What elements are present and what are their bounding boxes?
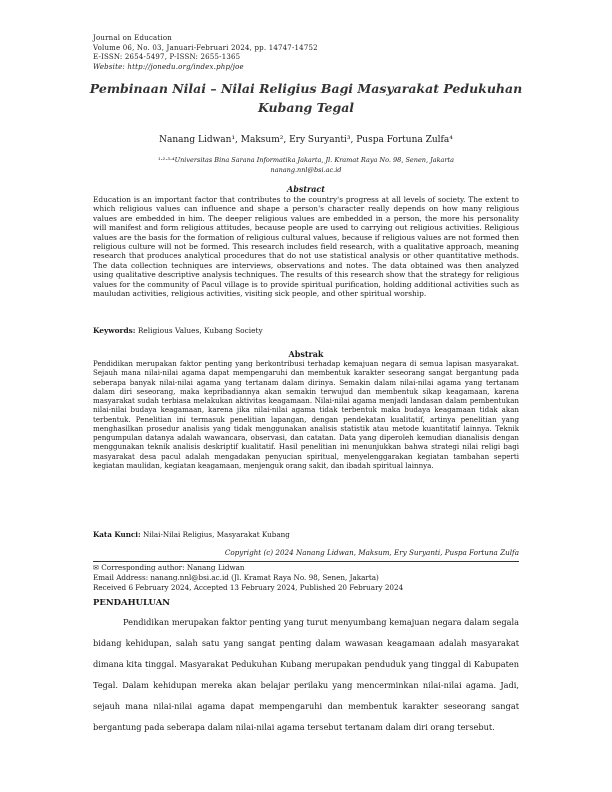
journal-issn: E-ISSN: 2654-5497, P-ISSN: 2655-1365 [93,53,241,61]
keywords-en-values: Religious Values, Kubang Society [137,326,263,335]
corresponding-author: ✉ Corresponding author: Nanang Lidwan [93,563,245,572]
article-dates: Received 6 February 2024, Accepted 13 February 2024, Published 20 February 2024 [93,583,404,592]
keywords-id [93,530,290,539]
corresponding-email: Email Address: nanang.nnl@bsi.ac.id (Jl. Kramat Raya No. 98, Senen, Jakarta) [93,573,379,582]
journal-volume: Volume 06, No. 03, Januari-Februari 2024, pp. 14747-14752 [93,43,318,52]
article-title: Pembinaan Nilai – Nilai Religius Bagi Masyarakat Pedukuhan Kubang Tegal [89,81,523,115]
journal-name: Journal on Education [93,34,172,42]
intro-paragraph [93,612,519,738]
keywords-en-label: Keywords: [93,326,136,335]
abstract-en-text: Education is an important factor that contributes to the country's progress at all levels of society. The extent to which religious values can influence and shape a person's character really depends on how many religious values are embedded in him. The deeper religious values are embedded in a person, the more his personality will manifest and form religious attitudes, because people are used to carrying out religious activities. Religious values are the basis for the formation of religious cultural values, because if religious values are not formed then religious culture will not be formed. This research includes field research, with a qualitative approach, meaning research that produces analytical procedures that do not use statistical analysis or other quantitative methods. The data collection techniques are interviews, observations and notes. The data obtained was then analyzed using qualitative descriptive analysis techniques. The results of this research show that the strategy for religious values for the community of Pacul village is to provide spiritual purification, holding additional activities such as mauludan activities, religious activities, visiting sick people, and other spiritual worship. [93,195,519,299]
abstract-en-heading: Abstract [287,184,325,194]
intro-text: Pendidikan merupakan faktor penting yang turut menyumbang kemajuan negara dalam segala bidang kehidupan, salah satu yang sangat penting dalam wawasan keagamaan adalah masyarakat dimana kita tinggal. Masyarakat Pedukuhan Kubang merupakan penduduk yang tinggal di Kabupaten Tegal. Dalam kehidupan mereka akan belajar perilaku yang mencerminkan nilai-nilai agama. Jadi, sejauh mana nilai-nilai agama dapat mempengaruhi dan membentuk karakter seseorang sangat bergantung pada seberapa dalam nilai-nilai agama tersebut tertanam dalam diri orang tersebut. [93,617,519,732]
journal-website-link[interactable]: Website: http://jonedu.org/index.php/joe [93,62,244,71]
article-affiliation [100,155,512,175]
copyright-notice: Copyright (c) 2024 Nanang Lidwan, Maksum, Ery Suryanti, Puspa Fortuna Zulfa [224,548,519,557]
section-heading: PENDAHULUAN [93,598,171,608]
correspondence-block [93,563,403,593]
author-email[interactable]: nanang.nnl@bsi.ac.id [270,166,342,174]
journal-header [93,34,318,72]
abstract-id-text: Pendidikan merupakan faktor penting yang berkontribusi terhadap kemajuan negara di semua lapisan masyarakat. Sejauh mana nilai-nilai agama dapat mempengaruhi dan membentuk karakter seseorang sangat bergantung pada seberapa banyak nilai-nilai agama yang tertanam dalam dirinya. Semakin dalam nilai-nilai agama yang tertanam dalam diri seseorang, maka kepribadiannya akan semakin terwujud dan membentuk sikap keagamaan, karena masyarakat sudah terbiasa melakukan aktivitas keagamaan. Nilai-nilai agama menjadi landasan dalam pembentukan nilai-nilai budaya keagamaan, karena jika nilai-nilai agama tidak terbentuk maka budaya keagamaan tidak akan terbentuk. Penelitian ini termasuk penelitian lapangan, dengan pendekatan kualitatif, artinya penelitian yang menghasilkan prosedur analisis yang tidak menggunakan analisis statistik atau metode kuantitatif lainnya. Teknik pengumpulan datanya adalah wawancara, observasi, dan catatan. Data yang diperoleh kemudian dianalisis dengan menggunakan teknik analisis deskriptif kualitatif. Hasil penelitian ini menunjukkan bahwa strategi nilai religi bagi masyarakat desa pacul adalah mengadakan penyucian spiritual, menyelenggarakan kegiatan tambahan seperti kegiatan maulidan, kegiatan keagamaan, menjenguk orang sakit, dan ibadah spiritual lainnya. [93,359,519,470]
keywords-en [93,326,263,335]
keywords-id-label: Kata Kunci: [93,530,141,539]
divider-line [93,561,519,562]
article-authors: Nanang Lidwan¹, Maksum², Ery Suryanti³, Puspa Fortuna Zulfa⁴ [159,135,453,145]
keywords-id-values: Nilai-Nilai Religius, Masyarakat Kubang [142,530,290,539]
abstract-id-heading: Abstrak [288,349,324,359]
affiliation-line: ¹·²·³·⁴Universitas Bina Sarana Informatika Jakarta, Jl. Kramat Raya No. 98, Senen, Jakarta [158,156,454,164]
